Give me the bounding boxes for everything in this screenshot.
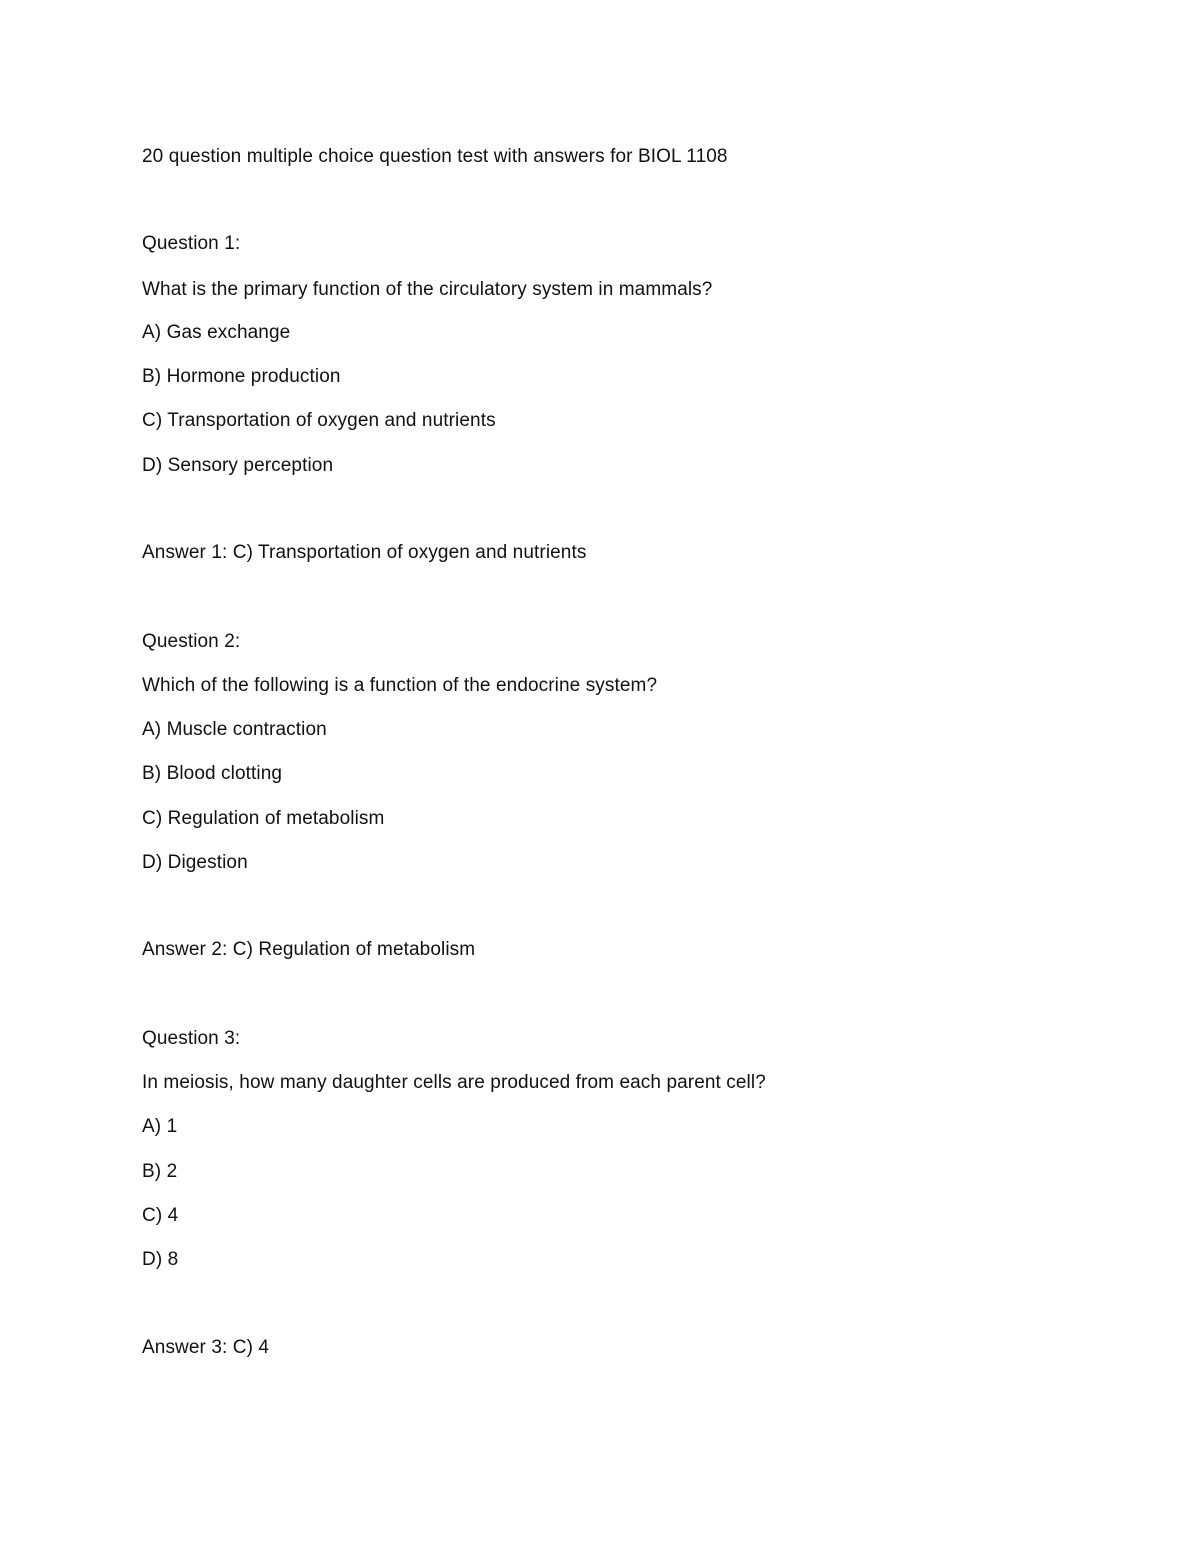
document-title: 20 question multiple choice question test with answers for BIOL 1108 — [142, 146, 728, 167]
answer-option: B) Hormone production — [142, 366, 341, 387]
answer-option: A) 1 — [142, 1116, 178, 1137]
answer-option: A) Gas exchange — [142, 322, 291, 343]
question-prompt: What is the primary function of the circulatory system in mammals? — [142, 279, 713, 300]
question-heading: Question 3: — [142, 1028, 241, 1049]
answer-option: A) Muscle contraction — [142, 719, 327, 740]
answer-key: Answer 3: C) 4 — [142, 1337, 270, 1358]
question-heading: Question 1: — [142, 233, 241, 254]
question-prompt: Which of the following is a function of the endocrine system? — [142, 675, 658, 696]
answer-option: B) 2 — [142, 1161, 178, 1182]
answer-option: C) Regulation of metabolism — [142, 808, 385, 829]
question-prompt: In meiosis, how many daughter cells are produced from each parent cell? — [142, 1072, 766, 1093]
question-heading: Question 2: — [142, 631, 241, 652]
answer-option: B) Blood clotting — [142, 763, 283, 784]
answer-option: D) 8 — [142, 1249, 179, 1270]
answer-key: Answer 1: C) Transportation of oxygen and nutrients — [142, 542, 587, 563]
answer-option: C) 4 — [142, 1205, 179, 1226]
answer-option: D) Digestion — [142, 852, 248, 873]
answer-key: Answer 2: C) Regulation of metabolism — [142, 939, 476, 960]
answer-option: D) Sensory perception — [142, 455, 334, 476]
answer-option: C) Transportation of oxygen and nutrients — [142, 410, 496, 431]
